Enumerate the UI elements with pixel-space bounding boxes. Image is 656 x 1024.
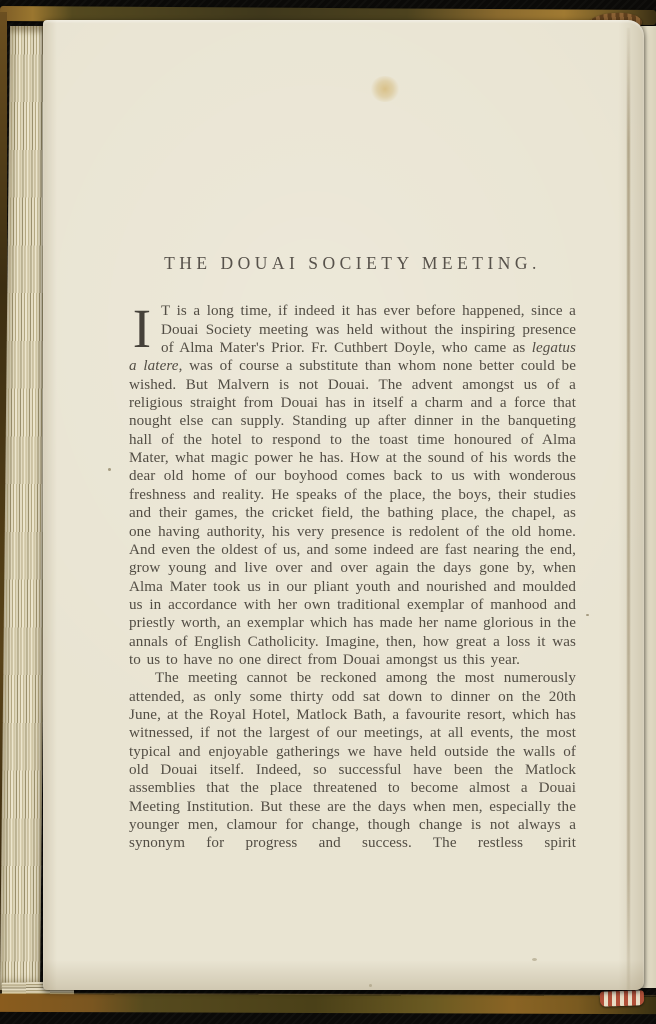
latin-phrase: legatus a latere [129,340,576,375]
ink-speck [586,614,589,616]
second-paragraph: The meeting cannot be reckoned among the most numerously attended, as only some thirty odd sat down to dinner on the 20th June, at the Royal Hotel, Matlock Bath, a favourite resort, which has witnessed, if not the largest of our meetings, at all events, the most typical and enjoyable gatherings we have held outside the walls of old Douai itself. Indeed, so successful have been the Matlock assemblies that the place threatened to become almost a Douai Meeting Institution. But these are the days when men, especially the younger men, clamour for change, though change is not always a synonym for progress and success. The restless spirit [129,670,576,852]
gutter-crease [627,28,630,990]
ink-speck [108,468,111,471]
paragraph-text-before-latin: T is a long time, if indeed it has ever before happened, since a Douai Society meeting was held without the inspiring presence of Alma Mater's Prior. Fr. Cuthbert Doyle, who came as [161,303,576,357]
book-page [43,20,644,990]
drop-cap: I [132,298,152,360]
ink-speck [532,958,537,961]
book-cover-bottom-edge [0,994,656,1014]
endband-striped [600,990,644,1007]
page-content [129,254,576,853]
page-stain [370,76,400,102]
paragraph-text-after-latin: , was of course a substitute than whom none better could be wished. But Malvern is not Douai. The advent amongst us of a religious straight from Douai has in itself a charm and a force that nought else can supply. Standing up after dinner in the banqueting hall of the hotel to respond to the toast time honoured of Alma Mater, what magic power he has. How at the sound of his words the dear old home of our boyhood comes back to us with wonderous freshness and reality. He speaks of the place, the boys, their studies and their games, the cricket field, the bathing place, the chapel, as one having authority, his very presence is redolent of the old home. And even the oldest of us, and some indeed are fast nearing the end, grow young and live over and over again the days gone by, when Alma Mater took us in our pliant youth and nourished and moulded us in accordance with her own traditional exemplar of manhood and priestly worth, an exemplar which has made her name glorious in the annals of English Catholicity. Imagine, then, how great a loss it was to us to have no one direct from Douai amongst us this year. [129,358,576,668]
ink-speck [369,984,372,987]
opening-paragraph [129,298,576,669]
page-title: THE DOUAI SOCIETY MEETING. [164,253,541,273]
